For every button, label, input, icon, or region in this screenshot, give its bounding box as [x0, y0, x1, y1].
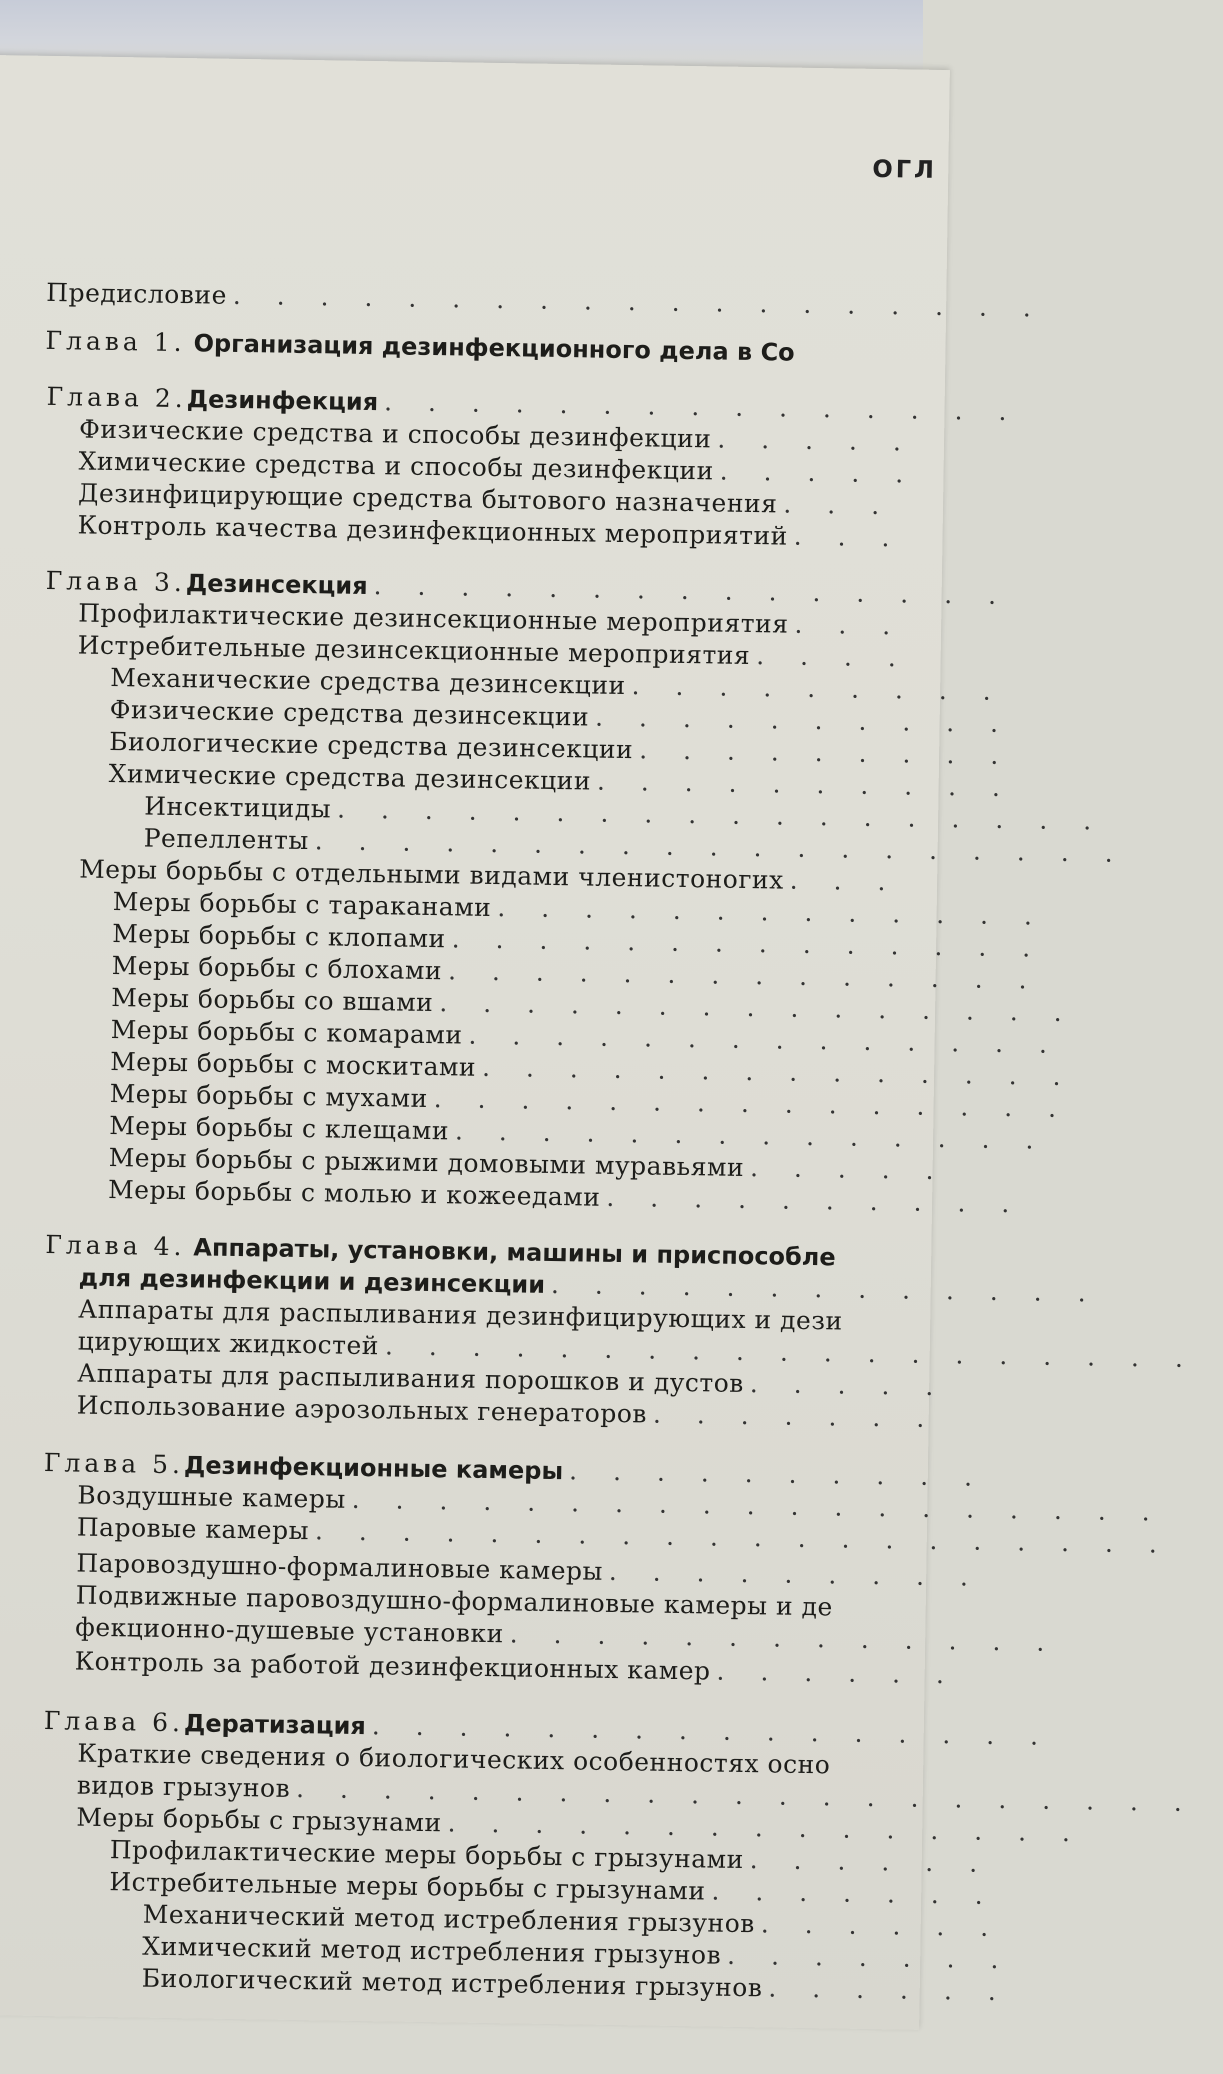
- dot-leader: . . . . . .: [760, 1909, 1003, 1943]
- toc-entry-label: Истребительные дезинсекционные мероприятия: [77, 630, 751, 671]
- dot-leader: . . . . . .: [768, 1973, 1011, 2007]
- toc-entry-label: Химический метод истребления грызунов: [142, 1931, 722, 1970]
- toc-entry-label: Воздушные камеры: [77, 1480, 346, 1514]
- toc-chapter-1: [45, 326, 795, 368]
- dot-leader: . . . . . . . . . . . . . .: [447, 956, 1041, 995]
- dot-leader: . . . . .: [719, 456, 918, 489]
- toc-entry-label: Химические средства и способы дезинфекции: [78, 446, 714, 486]
- dot-leader: . . .: [794, 609, 905, 641]
- dot-leader: . . . . . . . . . .: [568, 1456, 987, 1492]
- dot-leader: . . . . . . . . . .: [594, 702, 1013, 739]
- chapter-number: Глава 5.: [43, 1448, 185, 1480]
- toc-entry-label: Меры борьбы с москитами: [109, 1047, 477, 1082]
- toc-entry-label: Истребительные меры борьбы с грызунами: [109, 1867, 706, 1906]
- toc-entry-label: Меры борьбы с грызунами: [76, 1802, 442, 1838]
- toc-entry-label: Механические средства дезинсекции: [110, 662, 626, 701]
- chapter-number: Глава 4.: [45, 1230, 186, 1262]
- dot-leader: . . . . . . . . . . . . . .: [468, 1020, 1062, 1059]
- toc-entry-label: Меры борьбы со вшами: [110, 983, 434, 1018]
- chapter-title: Дезинфекционные камеры: [183, 1451, 564, 1486]
- dot-leader: . . . . . . .: [652, 1399, 939, 1434]
- toc-entry-label: Краткие сведения о биологических особенностях осно: [77, 1738, 831, 1780]
- toc-entry-label: Паровые камеры: [76, 1512, 310, 1546]
- toc-entry-label: Предисловие: [46, 277, 228, 310]
- toc-entry-label: Использование аэрозольных генераторов: [76, 1390, 648, 1429]
- dot-leader: . . . . . . . . . .: [596, 766, 1015, 803]
- dot-leader: . . . . . . . . . . . . .: [509, 1619, 1059, 1657]
- dot-leader: . . . . .: [749, 1369, 948, 1402]
- toc-entry-label: Профилактические дезинсекционные мероприятия: [78, 598, 789, 639]
- dot-leader: . . . . . . . . . .: [606, 1182, 1024, 1219]
- toc-entry-preface: [46, 278, 1045, 324]
- toc-entry-label: Меры борьбы с тараканами: [112, 887, 492, 922]
- dot-leader: . . . . . . .: [711, 1876, 997, 1911]
- dot-leader: . . . . . . . . . . . . . . . . . . . . .: [295, 1774, 1197, 1818]
- toc-entry-label: Аппараты для распыливания порошков и дустов: [77, 1358, 745, 1399]
- dot-leader: . . . . . . . . . . . . .: [550, 1269, 1100, 1308]
- toc-entry-label: Меры борьбы с блохами: [111, 951, 443, 986]
- book-page: [0, 55, 1198, 2030]
- toc-entry-label: Меры борьбы с комарами: [110, 1015, 463, 1050]
- toc-entry-label: Паровоздушно-формалиновые камеры: [76, 1548, 604, 1586]
- dot-leader: . . . . . . . . . . . . . . .: [433, 1084, 1071, 1124]
- dot-leader: . . . . . . . . . . . . . . .: [383, 387, 1021, 427]
- chapter-title: Дезинсекция: [185, 569, 368, 600]
- chapter-number: Глава 2.: [46, 381, 187, 414]
- toc-entry-label: Инсектициды: [143, 791, 332, 824]
- dot-leader: . . . . . . . . . . . . . . . . . . .: [351, 1484, 1164, 1527]
- dot-leader: . . . . . . . . . . . . . . . . . .: [336, 794, 1106, 836]
- toc-entry-label: Химические средства дезинсекции: [108, 758, 592, 796]
- toc-entry-label: Биологический метод истребления грызунов: [141, 1963, 763, 2003]
- dot-leader: . . . . . . . . . . . . . . . . . . .: [384, 1331, 1198, 1374]
- toc-entry-label: Подвижные паровоздушно-формалиновые камеры и де: [75, 1580, 834, 1622]
- toc-entry-label: цирующих жидкостей: [77, 1326, 380, 1361]
- table-of-contents: [0, 55, 1198, 2070]
- toc-entry-label: Дезинфицирующие средства бытового назначения: [77, 478, 778, 519]
- toc-entry-label: Репелленты: [143, 823, 309, 856]
- chapter-title: Аппараты, установки, машины и приспособле: [193, 1233, 836, 1272]
- dot-leader: . . . . . .: [716, 1656, 959, 1690]
- toc-entry-label: Меры борьбы с отдельными видами членистоногих: [78, 854, 784, 895]
- dot-leader: . . . . . . . . . . . . . . . . . . .: [232, 280, 1046, 323]
- toc-entry-label: Биологические средства дезинсекции: [109, 726, 634, 765]
- toc-entry-label: Профилактические меры борьбы с грызунами: [109, 1835, 744, 1875]
- dot-leader: . . . . . . . . .: [639, 735, 1013, 771]
- toc-entry-label: Контроль качества дезинфекционных мероприятий: [77, 510, 789, 551]
- toc-entry-label: Меры борьбы с мухами: [109, 1079, 428, 1114]
- toc-entry-label: Контроль за работой дезинфекционных камер: [74, 1646, 711, 1686]
- chapter-number: Глава 6.: [43, 1706, 185, 1738]
- toc-entry-label: Физические средства и способы дезинфекции: [78, 414, 712, 454]
- toc-entry-label: Механический метод истребления грызунов: [142, 1899, 756, 1939]
- dot-leader: . . . .: [755, 641, 911, 673]
- dot-leader: . . . . . . . . . . . . . .: [481, 1052, 1075, 1092]
- chapter-title-continued: для дезинфекции и дезинсекции: [78, 1263, 546, 1299]
- toc-entry-label: фекционно-душевые установки: [75, 1612, 504, 1649]
- dot-leader: . . . . . . . . . . . . . .: [454, 1116, 1048, 1155]
- dot-leader: . . . . . . .: [726, 1940, 1013, 1975]
- dot-leader: . . . . .: [717, 424, 916, 457]
- chapter-number: Глава 3.: [45, 565, 187, 598]
- page-title: ОГЛ: [872, 154, 938, 184]
- dot-leader: . . .: [783, 489, 894, 521]
- dot-leader: . . . . . . . . . . . . . . . . . . . .: [314, 1516, 1172, 1559]
- chapter-title: Дезинфекция: [186, 385, 379, 417]
- chapter-title: Организация дезинфекционного дела в Со: [193, 329, 795, 367]
- dot-leader: . . . . . .: [749, 1845, 992, 1878]
- toc-entry-label: Меры борьбы с рыжими домовыми муравьями: [108, 1143, 745, 1182]
- dot-leader: . . . . . . . . . . . . . . . .: [371, 1711, 1053, 1751]
- dot-leader: . . . . . . . . . . . . .: [497, 893, 1047, 931]
- toc-entry-label: Физические средства дезинсекции: [109, 694, 590, 732]
- toc-entry-label: Меры борьбы с клещами: [108, 1111, 450, 1146]
- toc-entry-label: видов грызунов: [76, 1770, 291, 1803]
- toc-entry-label: Аппараты для распыливания дезинфицирующих и дези: [78, 1294, 843, 1336]
- dot-leader: . . . . . . . . . . . . . .: [451, 924, 1045, 963]
- dot-leader: . . . . . . . . .: [631, 671, 1005, 707]
- dot-leader: . . .: [793, 521, 904, 553]
- dot-leader: . . . . . . . . . . . . . . .: [439, 988, 1076, 1028]
- dot-leader: . . . . . . . . .: [608, 1556, 983, 1592]
- dot-leader: . . . . .: [749, 1153, 948, 1186]
- dot-leader: . . . . . . . . . . . . . . .: [373, 571, 1011, 611]
- chapter-number: Глава 1.: [45, 325, 186, 358]
- dot-leader: . . . . . . . . . . . . . . .: [447, 1808, 1085, 1848]
- toc-entry-label: Меры борьбы с молью и кожеедами: [107, 1174, 601, 1212]
- dot-leader: . . .: [789, 865, 900, 897]
- toc-entry-label: Меры борьбы с клопами: [111, 919, 446, 954]
- chapter-title: Дератизация: [183, 1709, 367, 1741]
- dot-leader: . . . . . . . . . . . . . . . . . . .: [314, 826, 1127, 868]
